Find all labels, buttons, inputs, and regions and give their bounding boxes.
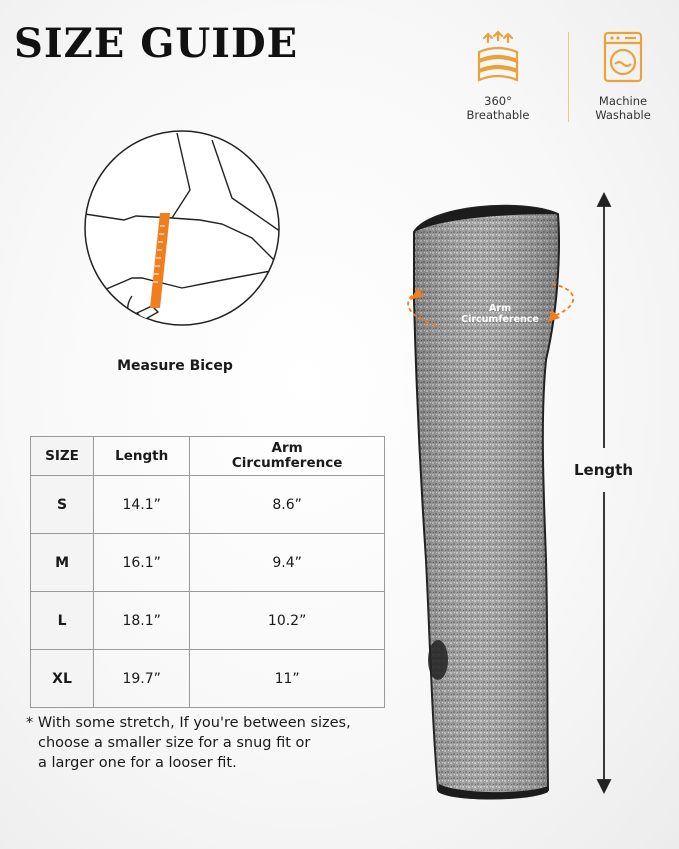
sleeve-body [414, 206, 559, 800]
feature-washable-line1: Machine [598, 94, 648, 108]
header-size: SIZE [31, 437, 94, 476]
header-arm: Arm [271, 440, 303, 456]
header-circumference: Circumference [231, 455, 343, 471]
feature-breathable-line1: 360° [484, 94, 512, 108]
circumference-cell: 10.2” [190, 592, 385, 650]
circumference-cell: 11” [190, 650, 385, 708]
sizing-note-line2: choose a smaller size for a snug fit or [38, 735, 311, 751]
length-cell: 16.1” [94, 534, 190, 592]
length-cell: 19.7” [94, 650, 190, 708]
sizing-note-line1: * With some stretch, If you're between sizes, [26, 715, 351, 731]
feature-washable-line2: Washable [595, 108, 651, 122]
arm-circumference-label [450, 303, 550, 325]
measure-bicep-caption: Measure Bicep [117, 358, 233, 374]
arm-label-line1: Arm [489, 303, 511, 314]
feature-breathable-line2: Breathable [466, 108, 530, 122]
length-cell: 18.1” [94, 592, 190, 650]
size-cell: S [31, 476, 94, 534]
circumference-cell: 8.6” [190, 476, 385, 534]
size-cell: L [31, 592, 94, 650]
page-title: SIZE GUIDE [14, 20, 299, 67]
size-cell: M [31, 534, 94, 592]
header-length: Length [94, 437, 190, 476]
length-arrow [598, 194, 610, 792]
arm-label-line2: Circumference [461, 314, 539, 325]
circumference-cell: 9.4” [190, 534, 385, 592]
length-label: Length [574, 461, 633, 479]
size-cell: XL [31, 650, 94, 708]
sizing-note-line3: a larger one for a looser fit. [38, 755, 237, 771]
length-cell: 14.1” [94, 476, 190, 534]
